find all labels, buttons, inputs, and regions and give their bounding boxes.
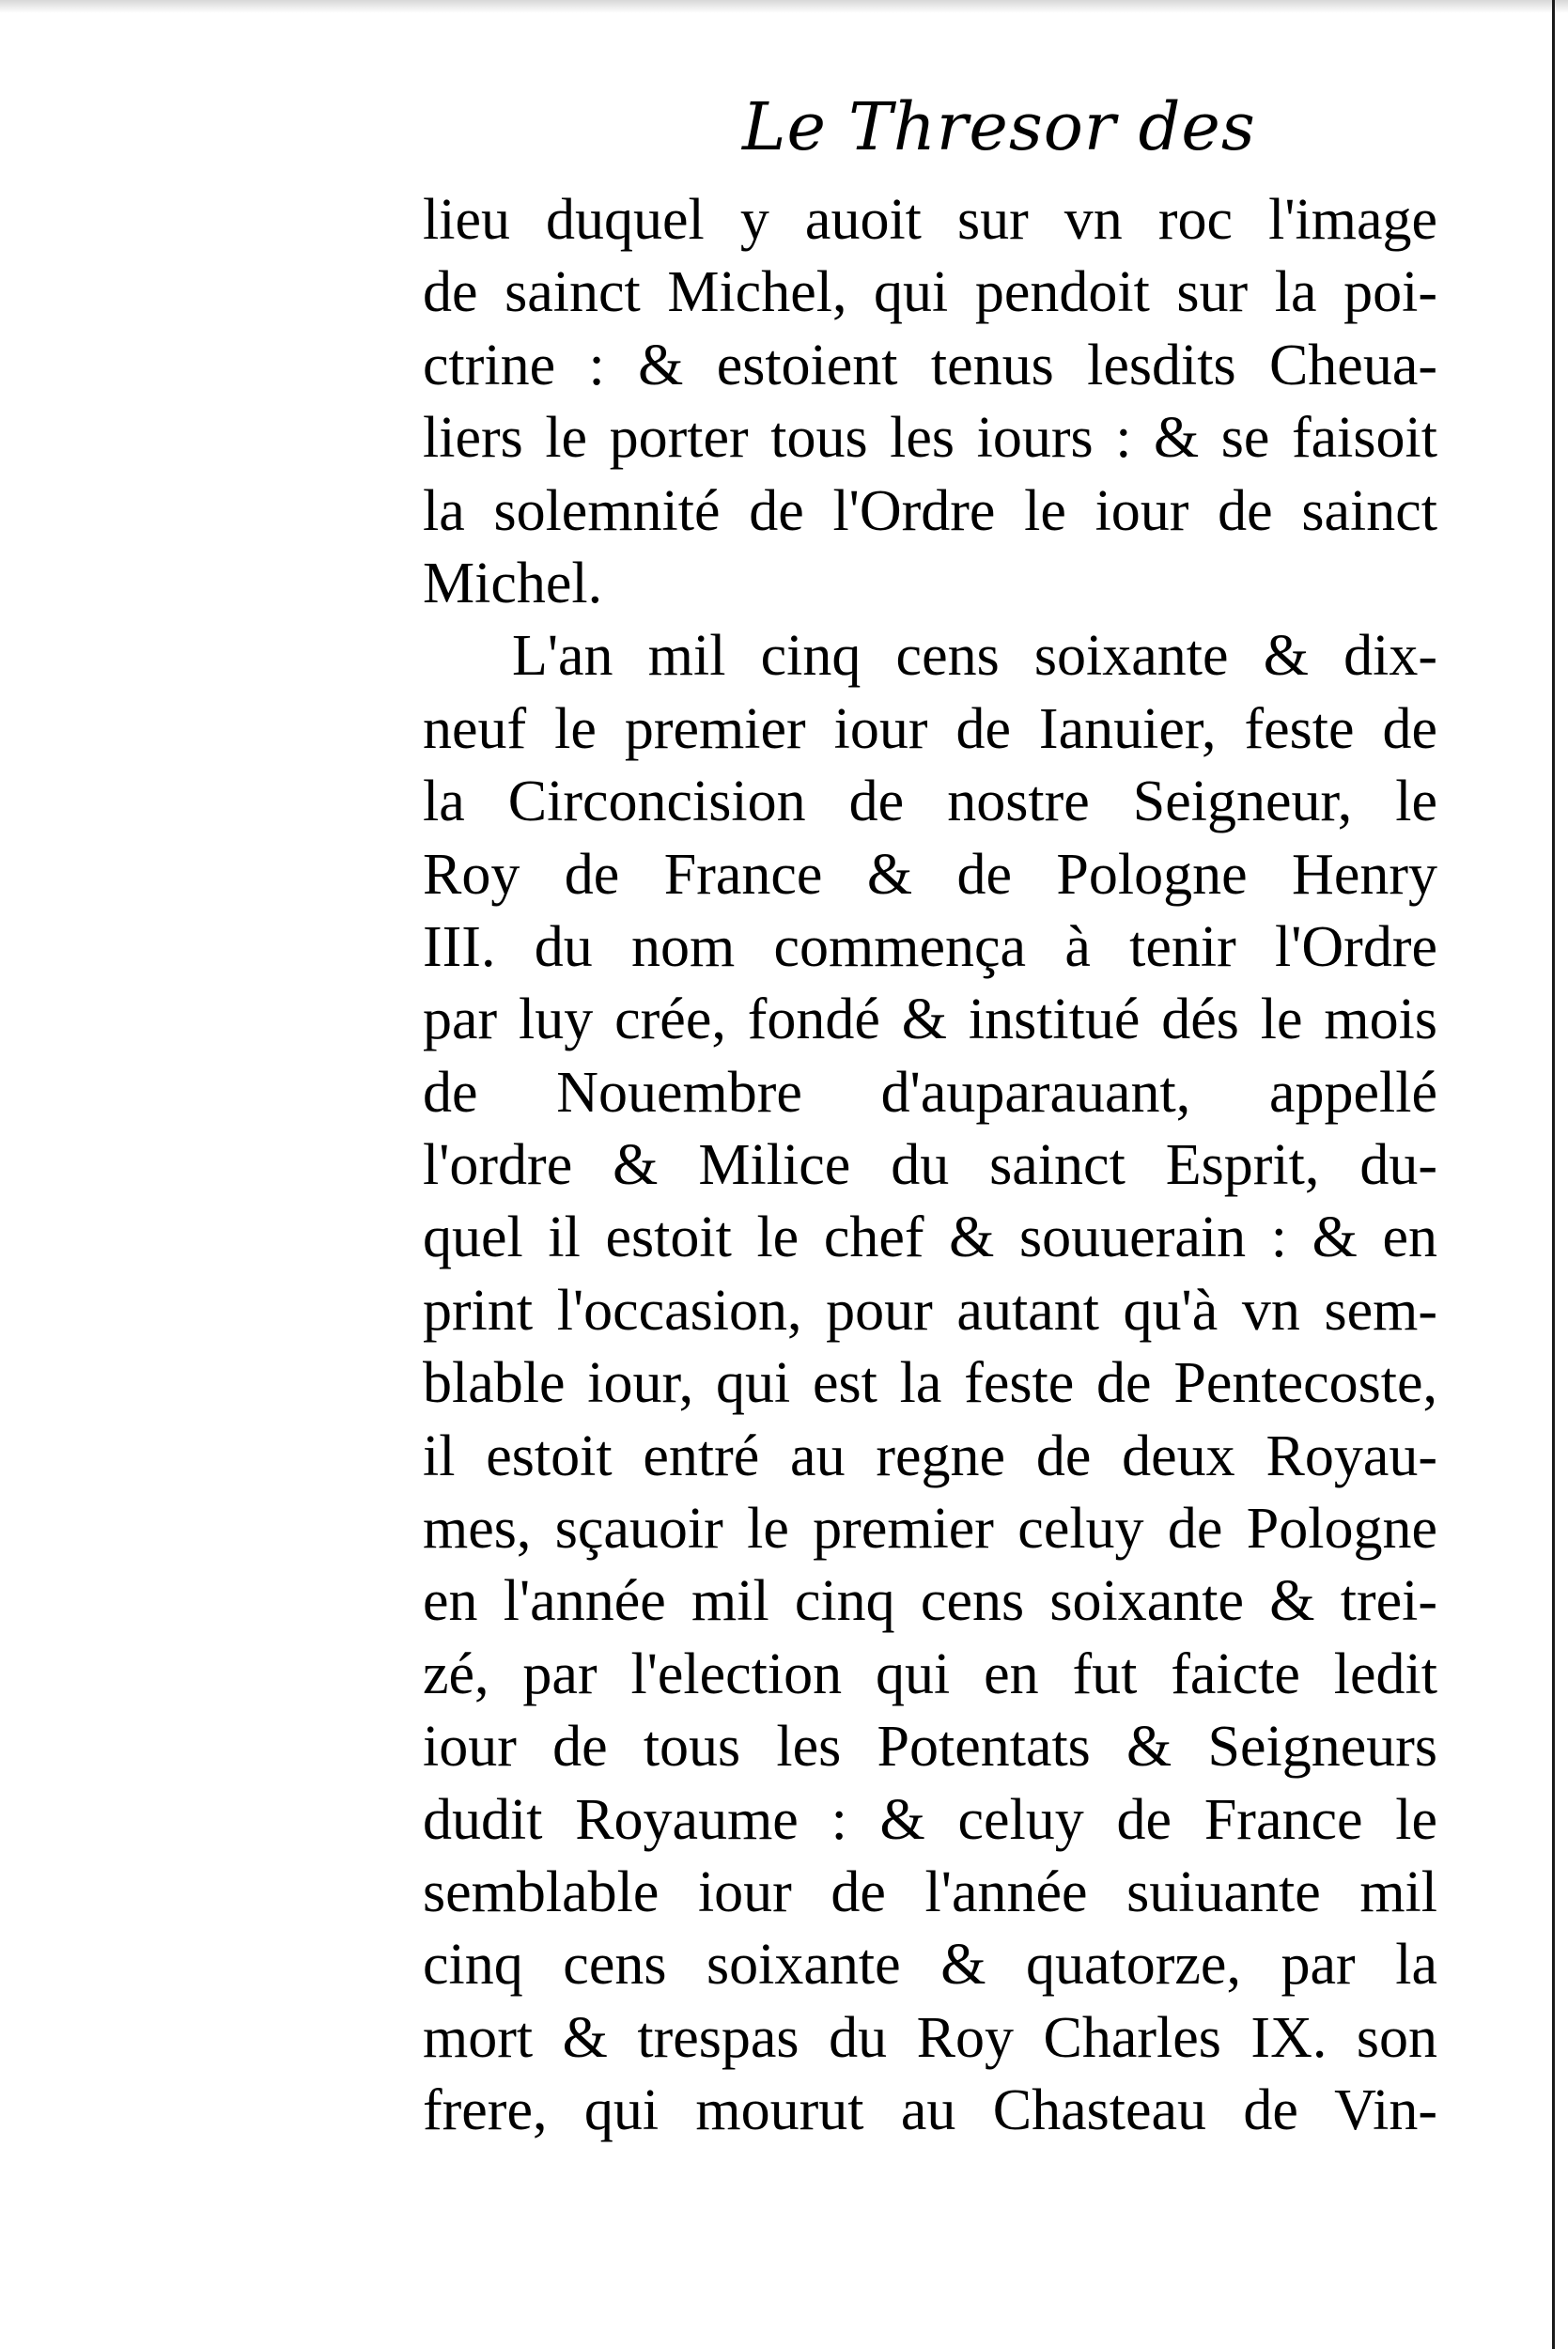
page-gutter-edge [1552, 0, 1555, 2349]
text-line: III. du nom commença à tenir l'Ordre [423, 914, 1437, 979]
text-line: blable iour, qui est la feste de Pentecoste, [423, 1351, 1437, 1416]
text-line: par luy crée, fondé & institué dés le mois [423, 988, 1437, 1052]
text-line: Michel. [423, 551, 603, 615]
text-line: quel il estoit le chef & souuerain : & en [423, 1206, 1437, 1270]
text-line: semblable iour de l'année suiuante mil [423, 1859, 1437, 1924]
page-top-shadow [0, 0, 1568, 13]
text-line: Roy de France & de Pologne Henry [423, 842, 1437, 907]
text-line: l'ordre & Milice du sainct Esprit, du- [423, 1133, 1437, 1198]
text-line: il estoit entré au regne de deux Royau- [423, 1423, 1437, 1488]
text-line: la solemnité de l'Ordre le iour de sainct [423, 478, 1437, 543]
text-line: mes, sçauoir le premier celuy de Pologne [423, 1497, 1437, 1562]
text-line: frere, qui mourut au Chasteau de Vin- [423, 2078, 1437, 2143]
text-line: mort & trespas du Roy Charles IX. son [423, 2005, 1437, 2070]
text-line: print l'occasion, pour autant qu'à vn sem- [423, 1278, 1437, 1343]
text-line: de sainct Michel, qui pendoit sur la poi- [423, 260, 1437, 325]
text-line: liers le porter tous les iours : & se faisoit [423, 406, 1437, 471]
text-line: cinq cens soixante & quatorze, par la [423, 1933, 1437, 1998]
text-line: dudit Royaume : & celuy de France le [423, 1787, 1437, 1852]
text-line: L'an mil cinq cens soixante & dix- [512, 624, 1437, 689]
text-line: de Nouembre d'auparauant, appellé [423, 1060, 1437, 1125]
text-line: en l'année mil cinq cens soixante & trei- [423, 1569, 1437, 1634]
text-line: zé, par l'election qui en fut faicte ledit [423, 1641, 1437, 1706]
text-line: ctrine : & estoient tenus lesdits Cheua- [423, 333, 1437, 397]
text-line: lieu duquel y auoit sur vn roc l'image [423, 188, 1437, 252]
text-line: iour de tous les Potentats & Seigneurs [423, 1715, 1437, 1780]
body-text [423, 184, 1437, 2148]
running-head: Le Thresor des [742, 88, 1256, 165]
text-line: neuf le premier iour de Ianuier, feste de [423, 696, 1437, 761]
text-line: la Circoncision de nostre Seigneur, le [423, 770, 1437, 834]
